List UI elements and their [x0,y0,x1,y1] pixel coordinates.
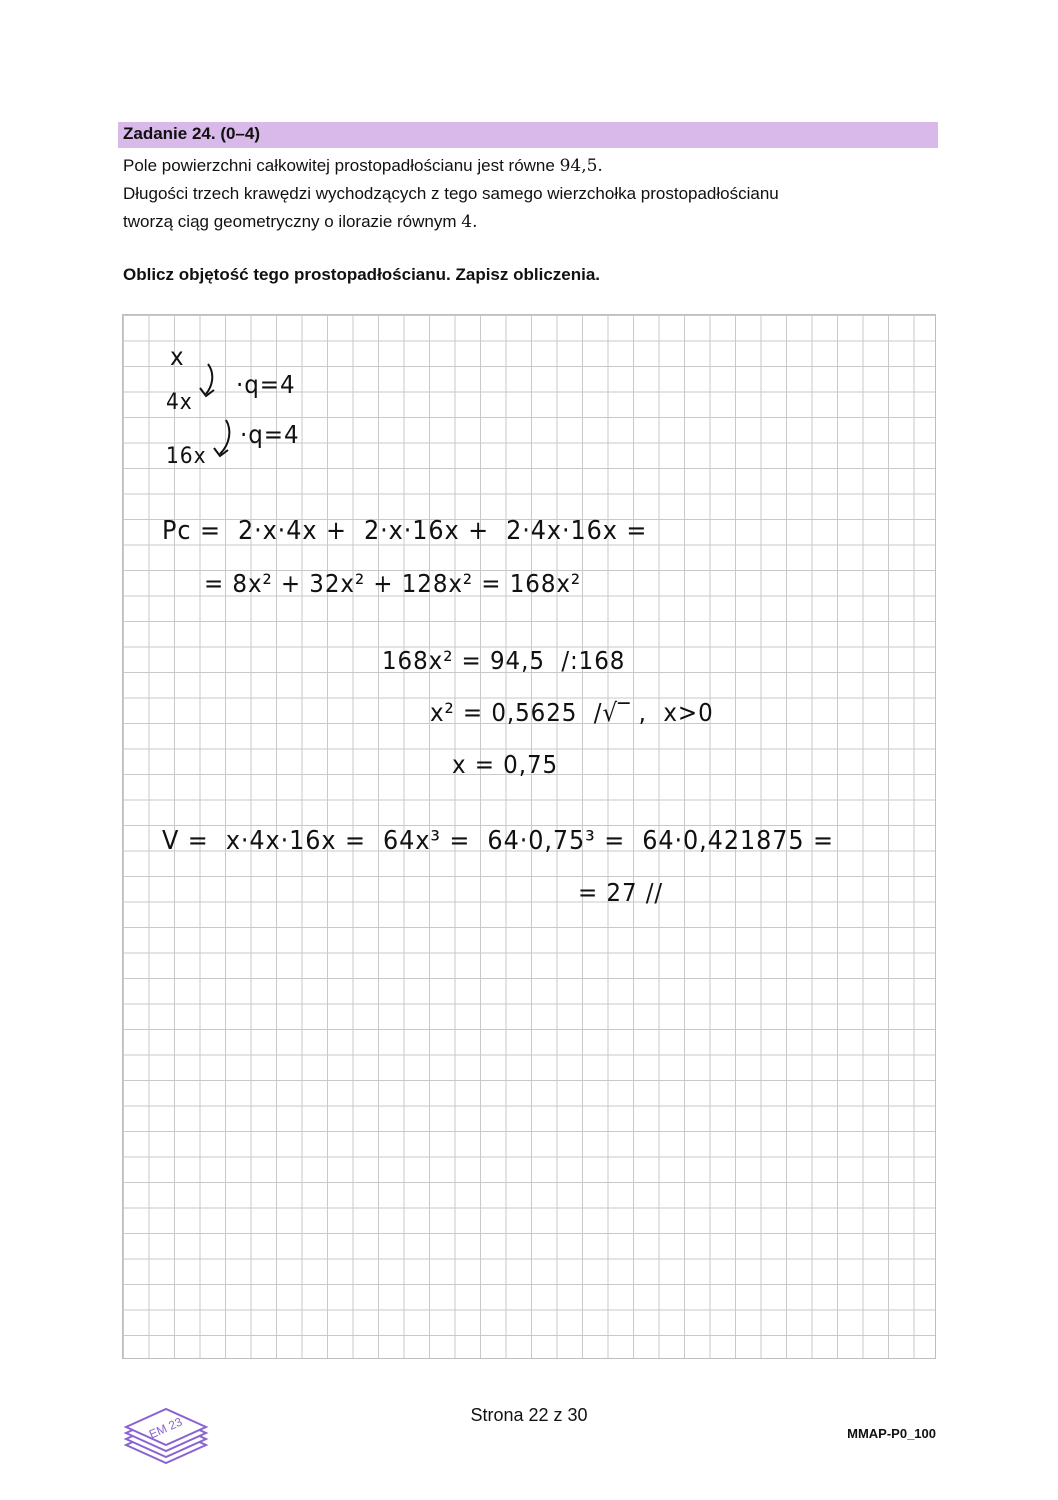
ratio-note-2: ·q=4 [240,420,300,449]
ratio-value: 4. [461,212,478,232]
task-title: Zadanie 24. (0–4) [123,124,261,143]
task-line-3 [123,212,477,232]
edge-16x: 16x [166,444,207,469]
page-number: Strona 22 z 30 [470,1405,588,1425]
task-line-1-text: Pole powierzchni całkowitej prostopadłościanu jest równe [123,156,555,175]
ratio-arrows [196,362,236,472]
equation-3: x = 0,75 [452,750,559,779]
volume-line-2: = 27 // [578,878,664,907]
task-instruction: Oblicz objętość tego prostopadłościanu. Zapisz obliczenia. [123,265,601,284]
equation-1: 168x² = 94,5 /:168 [382,646,626,675]
edge-4x: 4x [166,390,193,415]
arrow-2-path [220,420,229,454]
area-formula-line-2: = 8x² + 32x² + 128x² = 168x² [204,569,582,598]
ratio-note-1: ·q=4 [236,370,296,399]
equation-2: x² = 0,5625 /√‾ , x>0 [430,698,714,727]
edge-x: x [170,342,185,371]
arrow-1-path [206,364,212,394]
task-line-2: Długości trzech krawędzi wychodzących z tego samego wierzchołka prostopadłościanu [123,184,779,203]
task-line-1 [123,156,603,176]
exam-code: MMAP-P0_100 [847,1426,936,1441]
surface-area-value: 94,5. [559,156,603,176]
area-formula-line-1: Pc = 2·x·4x + 2·x·16x + 2·4x·16x = [162,516,648,546]
task-line-3-text: tworzą ciąg geometryczny o ilorazie równym [123,212,457,231]
volume-line-1: V = x·4x·16x = 64x³ = 64·0,75³ = 64·0,421875 = [162,826,835,856]
logo-text: EM 23 [146,1414,185,1442]
